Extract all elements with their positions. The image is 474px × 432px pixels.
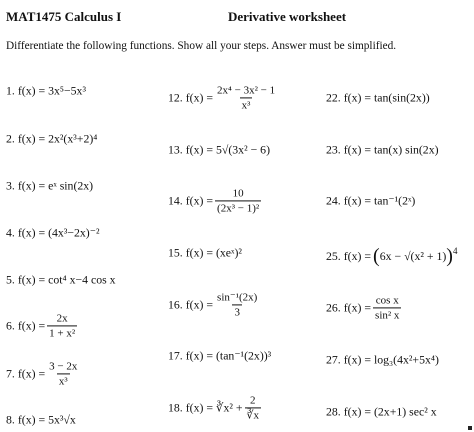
- fraction-denominator: (2x³ − 1)²: [217, 202, 260, 215]
- fraction: [245, 394, 262, 421]
- problem-25: [326, 246, 457, 266]
- fraction-numerator: cos x: [375, 294, 399, 307]
- problem-number: 8.: [6, 412, 15, 427]
- problem-number: 17.: [168, 348, 183, 363]
- problem-6: [6, 312, 79, 339]
- problem-23: [326, 143, 439, 158]
- function-expression: f(x) = 3x⁵−5x³: [17, 83, 86, 98]
- problem-number: 27.: [326, 352, 341, 367]
- problem-4: [6, 226, 100, 241]
- function-expression: f(x) = (xeˣ)²: [185, 245, 242, 260]
- function-expression: f(x) = eˣ sin(2x): [17, 178, 94, 193]
- problem-number: 3.: [6, 178, 15, 193]
- problem-16: [168, 291, 261, 318]
- function-expression: f(x) = cot⁴ x−4 cos x: [17, 272, 116, 287]
- problem-13: [168, 143, 270, 158]
- function-expression: [18, 360, 82, 387]
- function-expression: [186, 394, 263, 421]
- function-lhs: f(x) =: [185, 193, 214, 208]
- function-lhs: f(x) =: [343, 300, 372, 315]
- problem-8: [6, 413, 76, 428]
- left-paren: (: [373, 245, 380, 267]
- problem-number: 1.: [6, 83, 15, 98]
- function-expression: [344, 294, 404, 321]
- function-expression: f(x) = (tan⁻¹(2x))³: [185, 348, 272, 363]
- course-title: MAT1475 Calculus I: [6, 9, 122, 24]
- inner-expression: 6x − √(x² + 1): [379, 248, 447, 263]
- problem-number: 24.: [326, 193, 341, 208]
- fraction-denominator: 1 + x²: [49, 327, 76, 340]
- problem-24: [326, 194, 415, 209]
- problem-18: [168, 394, 263, 421]
- fraction: [215, 84, 277, 111]
- fraction-numerator: 3 − 2x: [49, 360, 78, 373]
- function-lhs: f(x) =: [17, 366, 46, 381]
- fraction-denominator: sin² x: [375, 309, 400, 322]
- problem-28: [326, 405, 437, 420]
- problem-number: 18.: [168, 400, 183, 415]
- fraction: [47, 360, 79, 387]
- function-expression: [344, 246, 458, 266]
- problem-1: [6, 84, 86, 99]
- problem-12: [168, 84, 279, 111]
- problem-number: 7.: [6, 366, 15, 381]
- fraction-numerator: 2x⁴ − 3x² − 1: [217, 84, 276, 97]
- problem-26: [326, 294, 403, 321]
- function-lhs: f(x) =: [185, 297, 214, 312]
- problem-number: 4.: [6, 225, 15, 240]
- problem-number: 2.: [6, 131, 15, 146]
- fraction-numerator: 10: [232, 187, 244, 200]
- problem-5: [6, 273, 116, 288]
- function-lhs: f(x) = ∛x² +: [185, 400, 243, 415]
- function-expression: f(x) = tan(sin(2x)): [343, 90, 430, 105]
- problem-number: 22.: [326, 90, 341, 105]
- fraction-numerator: 2x: [56, 312, 68, 325]
- function-expression: f(x) = (4x³−2x)⁻²: [17, 225, 100, 240]
- fraction-denominator: 3: [234, 306, 240, 319]
- function-expression: f(x) = tan⁻¹(2ˣ): [343, 193, 416, 208]
- function-lhs: f(x) =: [343, 248, 372, 263]
- problem-number: 14.: [168, 193, 183, 208]
- problem-15: [168, 246, 242, 261]
- function-expression: f(x) = (2x+1) sec² x: [343, 404, 437, 419]
- right-paren: ): [446, 245, 453, 267]
- fraction-denominator: ∛x: [246, 409, 260, 422]
- problem-2: [6, 132, 97, 147]
- function-expression: [18, 312, 79, 339]
- problem-27: [326, 353, 439, 368]
- problem-number: 12.: [168, 90, 183, 105]
- outer-exponent: 4: [452, 246, 458, 256]
- fraction-denominator: x³: [58, 375, 68, 388]
- fraction-numerator: 2: [250, 394, 256, 407]
- fraction: [373, 294, 401, 321]
- worksheet-title: Derivative worksheet: [228, 9, 347, 24]
- problem-number: 26.: [326, 300, 341, 315]
- problem-3: [6, 179, 93, 194]
- function-expression: [186, 187, 263, 214]
- fraction: [215, 291, 259, 318]
- function-lhs: f(x) =: [17, 318, 46, 333]
- problem-number: 25.: [326, 248, 341, 263]
- problem-7: [6, 360, 81, 387]
- fraction: [215, 187, 261, 214]
- function-expression: f(x) = 5x³√x: [17, 412, 76, 427]
- fraction: [47, 312, 77, 339]
- function-expression: f(x) = tan(x) sin(2x): [343, 142, 439, 157]
- problem-22: [326, 91, 430, 106]
- problem-number: 16.: [168, 297, 183, 312]
- instructions: Differentiate the following functions. Show all your steps. Answer must be simplified.: [6, 40, 397, 52]
- fraction-numerator: sin⁻¹(2x): [217, 291, 258, 304]
- problem-number: 13.: [168, 142, 183, 157]
- function-expression: [186, 291, 262, 318]
- corner-mark: [468, 426, 472, 430]
- function-expression: f(x) = 2x²(x³+2)⁴: [17, 131, 98, 146]
- problem-number: 28.: [326, 404, 341, 419]
- problem-17: [168, 349, 271, 364]
- problem-number: 15.: [168, 245, 183, 260]
- function-expression: f(x) = 5√(3x² − 6): [185, 142, 270, 157]
- problem-number: 6.: [6, 318, 15, 333]
- problem-14: [168, 187, 263, 214]
- fraction-denominator: x³: [241, 99, 251, 112]
- problem-number: 5.: [6, 272, 15, 287]
- problem-number: 23.: [326, 142, 341, 157]
- function-expression: [186, 84, 279, 111]
- function-lhs: f(x) =: [185, 90, 214, 105]
- function-expression: f(x) = log₃(4x²+5x⁴): [343, 352, 439, 367]
